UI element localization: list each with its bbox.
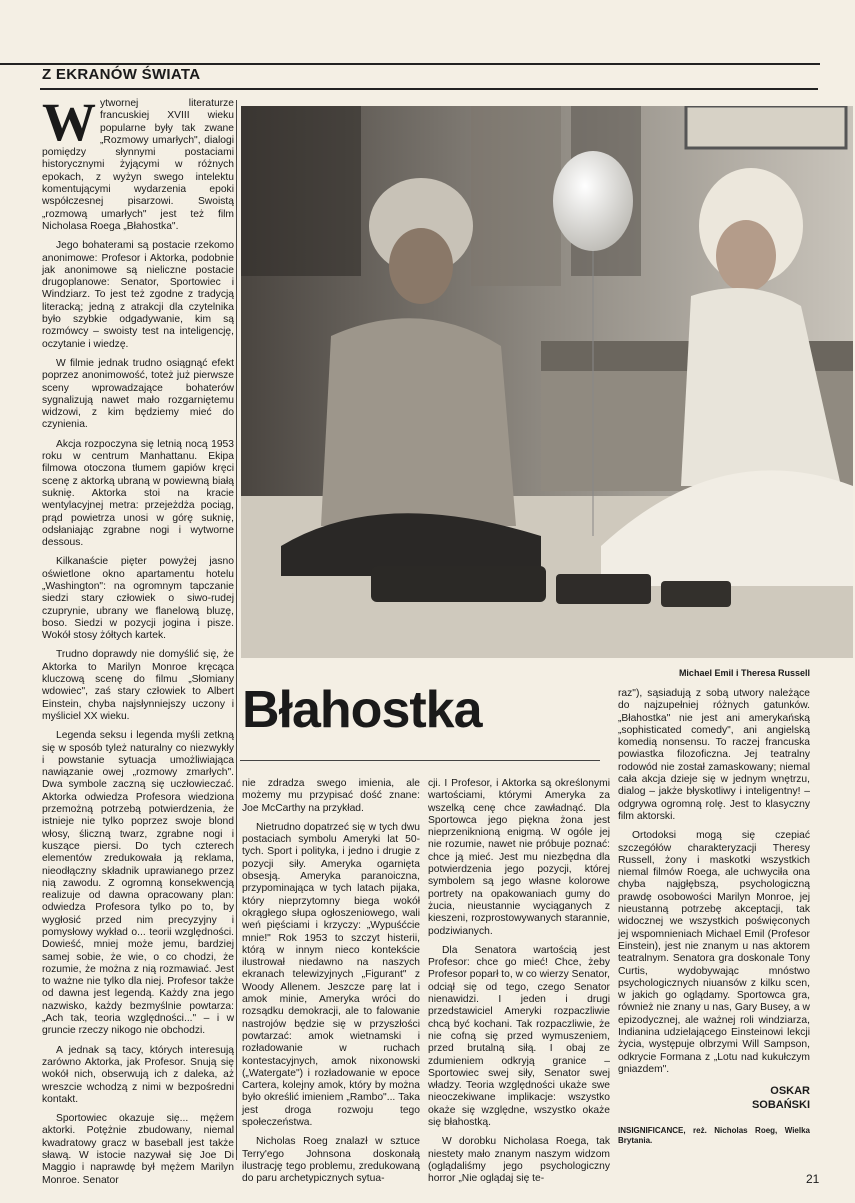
page-number: 21 [806,1172,820,1186]
photo-illustration [241,106,853,658]
paragraph: cji. I Profesor, i Aktorka są określonymi wartościami, którymi Ameryka za wszelką cenę chce zawładnąć. Dla Sportowca jego piękna żona jest nieprzeniknioną enigmą. W ogóle jej nie rozumie, nawet nie próbuje poznać: chce ją mieć. Jest mu niezbędna dla potwierdzenia jego pozycji, której symbolem są jego własne kolorowe portrety na opakowaniach gumy do żucia, nieustannie wyciąganych z kieszeni, rozprostowywanych starannie, podziwianych. [428,778,610,937]
article-column-2 [242,778,420,1193]
paragraph: Kilkanaście pięter powyżej jasno oświetlone okno apartamentu hotelu „Washington": na ogromnym tapczanie siedzi stary człowiek o siwo-rudej czuprynie, ubrany we flanelową bluzę, boso. Siedzi w pozycji jogina i pisze. Wokół stosy żółtych kartek. [42,556,234,642]
section-heading: Z EKRANÓW ŚWIATA [42,66,201,83]
paragraph: Trudno doprawdy nie domyślić się, że Aktorka to Marilyn Monroe kręcąca kluczową scenę do filmu „Słomiany wdowiec", zaś stary człowiek to Albert Einstein, chyba najsłynniejszy uczony i myśliciel XX wieku. [42,649,234,722]
paragraph: Sportowiec okazuje się... mężem aktorki. Potężnie zbudowany, niemal kwadratowy gracz w baseball jest także sławą. W istocie nazywał się Joe Di Maggio i naprawdę był mężem Marilyn Monroe. Senator [42,1113,234,1186]
film-still-photo [241,106,853,658]
lead-text: ytwornej literaturze francuskiej XVIII wieku popularne były tak zwane „Rozmowy umarłych", dialogi pomiędzy słynnymi postaciami historycznymi żyjącymi w różnych epokach, z wyżyn swego intelektu komentującymi wydarzenia epoki współczesnej pisarzowi. Swoistą „rozmową umarłych" jest też film Nicholasa Roega „Błahostka". [42,98,234,232]
paragraph: Ortodoksi mogą się czepiać szczegółów charakteryzacji Theresy Russell, żony i maskotki wszystkich niemal filmów Roega, ale uchwyciła ona chyba najgłębszą, psychologiczną prawdę osobowości Marilyn Monroe, jej nieustanną potrzebę akceptacji, tak widocznej we wszystkich poświęconych jej wspomnieniach Michael Emil (Profesor Einstein), jest nie znanym u nas aktorem teatralnym. Senatora gra doskonale Tony Curtis, wydobywając mnóstwo psychologicznych niuansów z kilku scen, w jakich go oglądamy. Sportowca gra, również nie znany u nas, Gary Busey, a w epizodycznej, ale ważnej roli windziarza, Indianina udzielającego Einsteinowi lekcji życia, występuje olbrzymi Will Sampson, odkrycie Formana z „Lotu nad kukułczym gniazdem". [618,830,810,1075]
title-rule [240,760,600,761]
author-signature [618,1084,810,1112]
paragraph: Jego bohaterami są postacie rzekomo anonimowe: Profesor i Aktorka, podobnie jak anonimowe są nieliczne postacie drugoplanowe: Senator, Sportowiec i Windziarz. To jest też zgodne z tradycją literacką; jedną z atrakcji dla czytelnika było szybkie odgadywanie, kim są rozmówcy – swoisty test na inteligencję, oczytanie i wiedzę. [42,240,234,350]
paragraph: Dla Senatora wartością jest Profesor: chce go mieć! Chce, żeby Profesor poparł to, w co wierzy Senator, odciął się od tego, czego Senator nienawidzi. I jeden i drugi przedstawiciel Ameryki rozpaczliwie chcą być kochani. Tak rozpaczliwie, że nie cofną się przed wymuszeniem, przed brutalną siłą. I obaj ze zdumieniem odkryją granice – Sportowiec swej siły, Senator swej władzy. Teoria względności ukaże swe nieoczekiwane implikacje: wszystko okaże się względne, wszystko okaże się błahostką. [428,944,610,1129]
paragraph: W dorobku Nicholasa Roega, tak niestety mało znanym naszym widzom (oglądaliśmy jego psychologiczny horror „Nie oglądaj się te- [428,1136,610,1185]
paragraph: Nicholas Roeg znalazł w sztuce Terry'ego Johnsona doskonałą ilustrację tego problemu, zredukowaną do paru archetypicznych sytua- [242,1136,420,1185]
paragraph: Akcja rozpoczyna się letnią nocą 1953 roku w centrum Manhattanu. Ekipa filmowa otoczona tłumem gapiów kręci scenę z aktorką ubraną w powiewną białą suknię. Aktorka stoi na kracie wentylacyjnej metra: przejeżdża pociąg, prąd powietrza unosi w górę suknię, odsłaniając zgrabne nogi i wytworne dessous. [42,438,234,549]
author-first-name: OSKAR [770,1085,810,1098]
paragraph: Legenda seksu i legenda myśli zetkną się w sposób tyleż naturalny co niezwykły i powstanie sytuacja umożliwiająca nawiązanie owej „rozmowy zmarłych". Dwa symbole zaczną się uczłowieczać. Aktorka odwiedza Profesora wiedziona przemożną potrzebą potwierdzenia, że istnieje nie tylko poprzez swoje blond włosy, śliczną twarz, zgrabne nogi i kuszące piersi. Do tych czterech elementów zredukowała ją reklama, nieodłączny składnik uprawianego przez nią zawodu. Z ogromną konsekwencją realizuje od dawna opracowany plan: odwiedza Profesora tylko po to, by wygłosić przed nim precyzyjny i pomysłowy wykład o... teorii względności. Dowieść, mniej może jemu, bardziej samej sobie, że wie, o co chodzi, że rozumie, że można z nią rozmawiać. Jest to ważne nie tylko dla niej. Profesor także od dawna jest legendą. Każdy zna jego nazwisko, każdy bezmyślnie powtarza: „Ach tak, teoria względności..." – i w gruncie rzeczy nikogo nie obchodzi. [42,730,234,1037]
lead-paragraph [42,92,234,233]
drop-cap: W [42,92,96,152]
paragraph: nie zdradza swego imienia, ale możemy mu przypisać dość znane: Joe McCarthy na przykład. [242,778,420,814]
top-rule [0,63,820,65]
photo-caption: Michael Emil i Theresa Russell [678,668,810,678]
paragraph: W filmie jednak trudno osiągnąć efekt poprzez anonimowość, toteż już pierwsze sceny wprowadzające bohaterów sygnalizują nawet mało rozgarniętemu widzowi, z kim będziemy mieć do czynienia. [42,357,234,431]
paragraph: A jednak są tacy, których interesują zarówno Aktorka, jak Profesor. Snują się wokół nich, obserwują ich z daleka, aż wreszcie wchodzą z nimi w bezpośredni kontakt. [42,1044,234,1105]
article-column-1 [42,92,234,1194]
article-column-4 [618,688,810,1146]
article-column-3 [428,778,610,1193]
paragraph: raz"), sąsiadują z sobą utwory należące do najzupełniej różnych gatunków. „Błahostka" nie jest ani amerykańską „sophisticated comedy", ani angielską komedią nonsensu. To raczej francuska powiastka filozoficzna. Jej teatralny rodowód nie został zamaskowany; niemal cała akcja dzieje się w jednym wnętrzu, dialog – jakże błyskotliwy i inteligentny! – odgrywa ogromną rolę. Jest to klasyczny film aktorski. [618,688,810,822]
column-divider [236,100,237,1160]
paragraph: Nietrudno dopatrzeć się w tych dwu postaciach symbolu Ameryki lat 50-tych. Sport i polityka, i jedno i drugie z pozycji siły. Ameryka ogarnięta obsesją. Ameryka paranoiczna, przypominająca w tych latach pijaka, który nieprzytomny biega wokół okrągłego słupa ogłoszeniowego, wali weń pięściami i krzyczy: „Wypuśćcie mnie!" Rok 1953 to szczyt histerii, którą w innym nieco kontekście ilustrował niedawno na naszych ekranach telewizyjnych „Figurant" z Woody Allenem. Jeszcze parę lat i amok minie, Ameryka wróci do rozsądku demokracji, ale to falowanie nastrojów będzie się w przyszłości powtarzać: amok wietnamski i rozładowanie w ruchach kontestacyjnych, amok nixonowski („Watergate") i rozładowanie w epoce Cartera, kolejny amok, który by można było określić imieniem „Rambo"... Taka jest droga rozwoju tego społeczeństwa. [242,821,420,1129]
section-rule [40,88,818,90]
author-last-name: SOBAŃSKI [751,1099,810,1112]
article-title: Błahostka [242,681,482,739]
film-credits: INSIGNIFICANCE, reż. Nicholas Roeg, Wielka Brytania. [618,1126,810,1146]
